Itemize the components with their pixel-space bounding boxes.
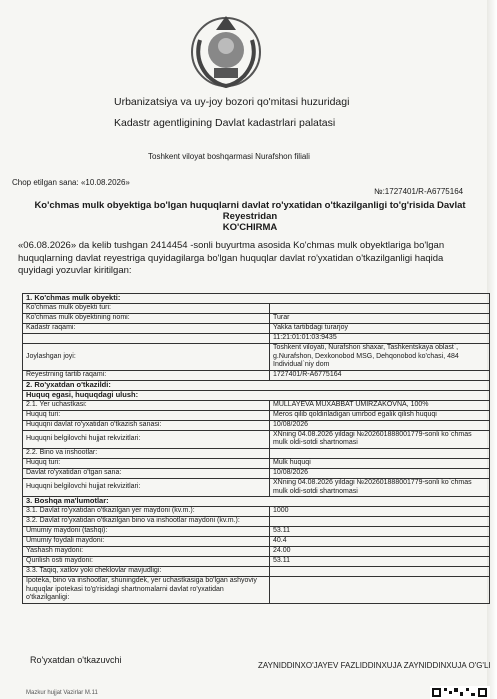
row-value: 10/08/2026 bbox=[270, 420, 490, 430]
footnote: Mazkur hujjat Vazirlar M.11 bbox=[26, 690, 98, 696]
row-value: XNning 04.08.2026 yildagi №202601888001779-sonli ko`chmas mulk oldi-sotdi shartnomasi bbox=[270, 430, 490, 448]
signer-name: ZAYNIDDINXO'JAYEV FAZLIDDINXUJA ZAYNIDDINXUJA O'G'LI bbox=[258, 661, 491, 670]
section-3-header: 3. Boshqa ma'lumotlar: bbox=[23, 497, 490, 507]
title-line-3: KO'CHIRMA bbox=[222, 222, 278, 233]
row-label: Ipoteka, bino va inshootlar, shuningdek, yer uchastkasiga bo'lgan ashyoviy huquqlar ipotekasi to'g'risidagi shartnomalarni davlat ro'yxatidan o'tkazilganligi: bbox=[23, 577, 270, 604]
row-value: Mulk huquqi bbox=[270, 458, 490, 468]
section-1-header: 1. Ko'chmas mulk obyekti: bbox=[23, 294, 490, 304]
print-date: Chop etilgan sana: «10.08.2026» bbox=[12, 178, 130, 187]
row-value: 1000 bbox=[270, 507, 490, 517]
row-label: Ko'chmas mulk obyektining nomi: bbox=[23, 314, 270, 324]
row-value: Meros qilib qoldiriladigan umrbod egalik qilish huquqi bbox=[270, 410, 490, 420]
intro-paragraph: «06.08.2026» da kelib tushgan 2414454 -sonli buyurtma asosida Ko'chmas mulk obyektlariga bo'lgan huquqlarning davlat reyestriga quyidagilarga bo'lgan huquqlar davlat ro'yxatidan o'tkazilganligi haqida quyidagi yozuvlar kiritilgan: bbox=[18, 240, 445, 276]
document-number: №:1727401/R-A6775164 bbox=[374, 187, 464, 196]
row-label: 3.3. Taqiq, xatlov yoki cheklovlar mavjudligi: bbox=[23, 567, 270, 577]
row-label: Umumiy maydoni (tashqi): bbox=[23, 527, 270, 537]
row-label bbox=[23, 334, 270, 344]
branch-name: Toshkent viloyat boshqarmasi Nurafshon filiali bbox=[148, 152, 310, 161]
row-value: 1727401/R-A6775164 bbox=[270, 370, 490, 380]
row-value: 10/08/2026 bbox=[270, 468, 490, 478]
row-label: Huquqni belgilovchi hujjat rekvizitlari: bbox=[23, 478, 270, 496]
row-label: Davlat ro'yxatidan o'tgan sana: bbox=[23, 468, 270, 478]
state-emblem-icon bbox=[186, 10, 266, 92]
document-title bbox=[30, 200, 470, 233]
row-label: 3.2. Davlat ro'yxatidan o'tkazilgan bino va inshootlar maydoni (kv.m.): bbox=[23, 517, 270, 527]
row-value: Yakka tartibdagi turarjoy bbox=[270, 324, 490, 334]
row-value: MULLAYEVA MUXABBAT UMIRZAKOVNA, 100% bbox=[270, 400, 490, 410]
row-value: 11:21:01:01:03:9435 bbox=[270, 334, 490, 344]
row-label: Huquq turi: bbox=[23, 410, 270, 420]
row-label: Huquqni belgilovchi hujjat rekvizitlari: bbox=[23, 430, 270, 448]
row-label: Yashash maydoni: bbox=[23, 547, 270, 557]
row-value bbox=[270, 304, 490, 314]
row-label: 2.1. Yer uchastkasi: bbox=[23, 400, 270, 410]
row-label: Joylashgan joyi: bbox=[23, 344, 270, 371]
org-line-2: Kadastr agentligining Davlat kadastrlari palatasi bbox=[114, 117, 336, 129]
row-value: 40.4 bbox=[270, 537, 490, 547]
row-label: Ko'chmas mulk obyekti turi: bbox=[23, 304, 270, 314]
row-value: 24.00 bbox=[270, 547, 490, 557]
signer-label: Ro'yxatdan o'tkazuvchi bbox=[30, 655, 122, 665]
title-line-1: Ko'chmas mulk obyektiga bo'lgan huquqlarni davlat ro'yxatidan o'tkazilganligi to'g'risida Davlat bbox=[34, 200, 466, 211]
qr-code-icon bbox=[430, 686, 490, 699]
row-value: Turar bbox=[270, 314, 490, 324]
row-value bbox=[270, 577, 490, 604]
row-value: 53.11 bbox=[270, 527, 490, 537]
title-line-2: Reyestridan bbox=[222, 211, 278, 222]
row-value: XNning 04.08.2026 yildagi №202601888001779-sonli ko`chmas mulk oldi-sotdi shartnomasi bbox=[270, 478, 490, 496]
row-label: Qurilish osti maydoni: bbox=[23, 557, 270, 567]
row-label: Huquq turi: bbox=[23, 458, 270, 468]
row-label: 2.2. Bino va inshootlar: bbox=[23, 448, 270, 458]
row-label: Reyestrning tartib raqami: bbox=[23, 370, 270, 380]
registry-table bbox=[22, 293, 490, 604]
owner-header: Huquq egasi, huquqdagi ulush: bbox=[23, 390, 490, 400]
row-label: Umumiy foydali maydoni: bbox=[23, 537, 270, 547]
org-line-1: Urbanizatsiya va uy-joy bozori qo'mitasi huzuridagi bbox=[114, 96, 350, 108]
row-value bbox=[270, 517, 490, 527]
row-label: Huquqni davlat ro'yxatidan o'tkazish sanasi: bbox=[23, 420, 270, 430]
row-value: 53.11 bbox=[270, 557, 490, 567]
row-label: 3.1. Davlat ro'yxatidan o'tkazilgan yer maydoni (kv.m.): bbox=[23, 507, 270, 517]
row-value bbox=[270, 567, 490, 577]
row-label: Kadastr raqami: bbox=[23, 324, 270, 334]
row-value bbox=[270, 448, 490, 458]
section-2-header: 2. Ro'yxatdan o'tkazildi: bbox=[23, 380, 490, 390]
row-value: Toshkent viloyati, Nurafshon shaxar, Tashkentskaya oblast`, g.Nurafshon, Dexkonobod MSG, Dehqonobod ko'chasi, 484 Individual`niy dom bbox=[270, 344, 490, 371]
